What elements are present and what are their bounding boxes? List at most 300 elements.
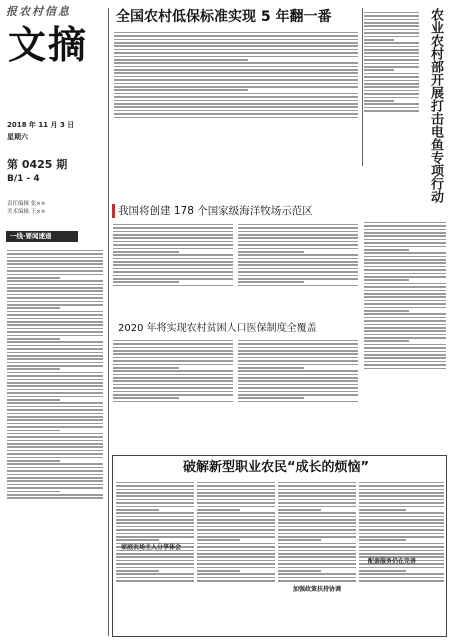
masthead-logo (8, 22, 103, 112)
text-line (364, 39, 394, 41)
text-line (7, 477, 103, 479)
article-1-body (114, 30, 358, 170)
text-line (116, 529, 194, 531)
text-line (116, 502, 194, 504)
subhead-b: 加强政策扶持协调 (293, 586, 342, 593)
text-line (113, 261, 233, 263)
text-line (7, 328, 103, 330)
text-line (113, 234, 233, 236)
text-line (359, 546, 444, 548)
text-line (364, 12, 419, 14)
text-line (364, 22, 419, 24)
text-line (364, 262, 446, 264)
text-line (116, 492, 194, 494)
text-line (278, 502, 356, 504)
text-line (238, 234, 358, 236)
text-line (238, 251, 304, 253)
text-line (114, 103, 358, 105)
text-line (278, 567, 356, 569)
text-line (113, 353, 233, 355)
text-line (278, 570, 321, 572)
text-line (197, 516, 275, 518)
right-column-body (364, 220, 446, 452)
headline-2-bar (112, 204, 115, 218)
text-line (7, 250, 103, 252)
text-line (364, 361, 446, 363)
text-line (278, 516, 356, 518)
text-line (7, 284, 103, 286)
text-line (278, 526, 356, 528)
text-line (364, 93, 419, 95)
text-line (113, 394, 233, 396)
text-line (197, 543, 275, 545)
text-line (238, 374, 358, 376)
text-line (238, 367, 304, 369)
text-line (7, 372, 103, 374)
text-line (7, 345, 103, 347)
text-line (278, 560, 356, 562)
editors (7, 199, 107, 221)
headline-4: 破解新型职业农民“成长的烦恼” (183, 460, 370, 475)
text-line (197, 506, 275, 508)
text-line (359, 550, 444, 552)
issue-weekday: 星期六 (7, 133, 28, 141)
text-line (116, 567, 194, 569)
text-line (364, 324, 446, 326)
text-line (114, 79, 358, 81)
text-line (7, 453, 103, 455)
feature-col-3 (278, 480, 356, 636)
masthead-title: 报农村信息 (6, 5, 71, 17)
text-line (114, 93, 358, 95)
text-line (359, 485, 444, 487)
text-line (364, 232, 446, 234)
text-line (364, 256, 446, 258)
text-line (359, 506, 444, 508)
text-line (197, 570, 240, 572)
text-line (364, 225, 446, 227)
feature-col-1 (116, 480, 194, 636)
text-line (113, 343, 233, 345)
text-line (113, 248, 233, 250)
text-line (116, 536, 194, 538)
text-line (113, 278, 233, 280)
text-line (364, 46, 419, 48)
editor-line: 责任编辑 张×× (7, 201, 46, 207)
text-line (364, 286, 446, 288)
text-line (7, 321, 103, 323)
text-line (197, 533, 275, 535)
text-line (197, 499, 275, 501)
text-line (364, 320, 446, 322)
text-line (238, 340, 358, 342)
text-line (278, 482, 356, 484)
text-line (7, 480, 103, 482)
text-line (278, 519, 356, 521)
text-line (7, 460, 60, 462)
text-line (278, 543, 356, 545)
text-line (359, 489, 444, 491)
vertical-divider (108, 8, 109, 636)
text-line (364, 86, 419, 88)
text-line (197, 492, 275, 494)
text-line (364, 100, 394, 102)
text-line (364, 73, 419, 75)
text-line (238, 224, 358, 226)
text-line (116, 519, 194, 521)
issue-number: 第 0425 期 (7, 158, 68, 171)
text-line (116, 495, 194, 497)
text-line (364, 283, 446, 285)
article-3-body-b (238, 338, 358, 438)
text-line (238, 231, 358, 233)
text-line (364, 110, 419, 112)
text-line (7, 494, 103, 496)
text-line (114, 32, 358, 34)
text-line (197, 563, 275, 565)
text-line (364, 32, 419, 34)
text-line (364, 351, 446, 353)
text-line (238, 264, 358, 266)
text-line (113, 391, 233, 393)
text-line (7, 270, 103, 272)
text-line (197, 539, 240, 541)
text-line (278, 499, 356, 501)
text-line (278, 536, 356, 538)
text-line (278, 506, 356, 508)
text-line (7, 379, 103, 381)
text-line (364, 59, 419, 61)
text-line (364, 242, 446, 244)
text-line (278, 556, 356, 558)
text-line (359, 543, 444, 545)
text-line (364, 239, 446, 241)
text-line (364, 266, 446, 268)
masthead (6, 3, 106, 17)
text-line (116, 489, 194, 491)
text-line (7, 436, 103, 438)
text-line (114, 113, 358, 115)
text-line (364, 313, 446, 315)
article-2-body-b (238, 222, 358, 322)
text-line (7, 450, 103, 452)
text-line (7, 355, 103, 357)
text-line (116, 553, 194, 555)
text-line (113, 387, 233, 389)
text-line (359, 492, 444, 494)
text-line (364, 90, 419, 92)
text-line (364, 235, 446, 237)
text-line (7, 375, 103, 377)
text-line (116, 522, 194, 524)
text-line (7, 267, 103, 269)
text-line (197, 556, 275, 558)
text-line (114, 66, 358, 68)
text-line (7, 341, 103, 343)
text-line (7, 389, 103, 391)
text-line (197, 580, 275, 582)
text-line (364, 317, 446, 319)
text-line (364, 15, 419, 17)
text-line (114, 110, 358, 112)
text-line (238, 357, 358, 359)
text-line (7, 260, 103, 262)
text-line (364, 354, 446, 356)
text-line (7, 491, 60, 493)
text-line (364, 25, 419, 27)
text-line (7, 474, 103, 476)
text-line (7, 443, 103, 445)
text-line (359, 526, 444, 528)
text-line (278, 550, 356, 552)
text-line (7, 318, 103, 320)
text-line (113, 258, 233, 260)
text-line (238, 241, 358, 243)
text-line (364, 229, 446, 231)
text-line (197, 495, 275, 497)
text-line (238, 353, 358, 355)
text-line (116, 533, 194, 535)
text-line (197, 546, 275, 548)
text-line (116, 580, 194, 582)
text-line (364, 63, 419, 65)
text-line (197, 573, 275, 575)
text-line (116, 577, 194, 579)
text-line (116, 556, 194, 558)
text-line (114, 52, 358, 54)
text-line (7, 287, 103, 289)
text-line (7, 487, 103, 489)
text-line (116, 526, 194, 528)
text-line (113, 271, 233, 273)
sidebar-article (7, 248, 103, 636)
text-line (278, 529, 356, 531)
text-line (116, 516, 194, 518)
issue-date: 2018 年 11 月 3 日 (7, 121, 75, 129)
text-line (364, 327, 446, 329)
text-line (238, 271, 358, 273)
text-line (364, 334, 446, 336)
text-line (113, 380, 233, 382)
text-line (114, 117, 358, 119)
text-line (113, 350, 233, 352)
text-line (359, 522, 444, 524)
subhead-c: 配套服务仍在完善 (368, 558, 417, 565)
text-line (113, 357, 233, 359)
text-line (238, 384, 358, 386)
article-3-body-a (113, 338, 233, 438)
text-line (278, 573, 356, 575)
text-line (359, 573, 444, 575)
text-line (7, 274, 103, 276)
text-line (7, 311, 103, 313)
editor-line: 美术编辑 王×× (7, 209, 46, 215)
text-line (113, 264, 233, 266)
text-line (7, 263, 103, 265)
text-line (113, 285, 233, 287)
text-line (359, 495, 444, 497)
text-line (114, 86, 358, 88)
text-line (364, 293, 446, 295)
text-line (364, 300, 446, 302)
text-line (364, 307, 446, 309)
text-line (7, 338, 60, 340)
text-line (238, 391, 358, 393)
text-line (197, 509, 240, 511)
text-line (197, 489, 275, 491)
text-line (278, 580, 356, 582)
feature-box (112, 455, 447, 637)
text-line (116, 573, 194, 575)
text-line (364, 49, 419, 51)
text-line (7, 277, 60, 279)
text-line (197, 482, 275, 484)
text-line (197, 553, 275, 555)
text-line (7, 368, 60, 370)
text-line (364, 246, 446, 248)
text-line (238, 387, 358, 389)
text-line (7, 419, 103, 421)
text-line (364, 36, 419, 38)
text-line (7, 307, 60, 309)
text-line (7, 406, 103, 408)
text-line (7, 382, 103, 384)
text-line (238, 350, 358, 352)
text-line (359, 539, 406, 541)
text-line (197, 577, 275, 579)
text-line (364, 80, 419, 82)
text-line (7, 497, 103, 499)
text-line (359, 567, 444, 569)
text-line (238, 254, 358, 256)
text-line (7, 399, 60, 401)
text-line (116, 482, 194, 484)
headline-2: 我国将创建 178 个国家级海洋牧场示范区 (118, 205, 313, 217)
text-line (278, 495, 356, 497)
text-line (238, 364, 358, 366)
text-line (364, 103, 419, 105)
text-line (364, 69, 394, 71)
text-line (364, 66, 419, 68)
text-line (7, 467, 103, 469)
text-line (116, 570, 159, 572)
text-line (364, 368, 446, 370)
text-line (7, 484, 103, 486)
text-line (114, 96, 358, 98)
text-line (114, 35, 358, 37)
text-line (113, 268, 233, 270)
text-line (113, 397, 179, 399)
text-line (7, 297, 103, 299)
side-article-body (364, 10, 419, 170)
sidebar-section-label: 一线·要闻速递 (10, 232, 52, 240)
logo-glyph-text: 文摘 (8, 22, 89, 67)
text-line (364, 279, 409, 281)
text-line (7, 409, 103, 411)
text-line (116, 563, 194, 565)
text-line (278, 509, 321, 511)
subhead-a: 家庭农场主人分享体会 (121, 544, 182, 551)
text-line (238, 278, 358, 280)
text-line (114, 89, 248, 91)
text-line (238, 261, 358, 263)
text-line (364, 303, 446, 305)
text-line (364, 252, 446, 254)
text-line (364, 340, 409, 342)
text-line (114, 83, 358, 85)
text-line (113, 254, 233, 256)
text-line (113, 251, 179, 253)
text-line (7, 440, 103, 442)
text-line (113, 377, 233, 379)
text-line (114, 42, 358, 44)
text-line (364, 273, 446, 275)
text-line (364, 259, 446, 261)
text-line (113, 227, 233, 229)
text-line (238, 397, 304, 399)
text-line (7, 463, 103, 465)
text-line (278, 553, 356, 555)
text-line (7, 385, 103, 387)
text-line (7, 352, 103, 354)
text-line (114, 45, 358, 47)
text-line (238, 380, 358, 382)
text-line (114, 76, 358, 78)
date-block (7, 120, 107, 200)
headline-3: 2020 年将实现农村贫困人口医保制度全覆盖 (118, 323, 317, 334)
text-line (7, 433, 103, 435)
text-line (113, 347, 233, 349)
text-line (116, 499, 194, 501)
text-line (278, 522, 356, 524)
text-line (116, 509, 159, 511)
text-line (7, 362, 103, 364)
text-line (113, 401, 233, 403)
text-line (278, 577, 356, 579)
text-line (359, 533, 444, 535)
text-line (7, 423, 103, 425)
text-line (113, 370, 233, 372)
text-line (7, 294, 103, 296)
text-line (278, 563, 356, 565)
text-line (364, 107, 419, 109)
text-line (364, 310, 409, 312)
text-line (238, 360, 358, 362)
text-line (359, 529, 444, 531)
text-line (359, 512, 444, 514)
text-line (7, 365, 103, 367)
text-line (7, 301, 103, 303)
text-line (238, 268, 358, 270)
text-line (7, 426, 103, 428)
text-line (7, 290, 103, 292)
text-line (197, 560, 275, 562)
text-line (114, 49, 358, 51)
text-line (114, 56, 358, 58)
text-line (359, 482, 444, 484)
text-line (113, 237, 233, 239)
text-line (113, 224, 233, 226)
text-line (278, 533, 356, 535)
text-line (364, 29, 419, 31)
text-line (238, 347, 358, 349)
divider (362, 8, 363, 166)
text-line (7, 331, 103, 333)
text-line (113, 367, 179, 369)
text-line (359, 516, 444, 518)
text-line (238, 244, 358, 246)
text-line (7, 280, 103, 282)
